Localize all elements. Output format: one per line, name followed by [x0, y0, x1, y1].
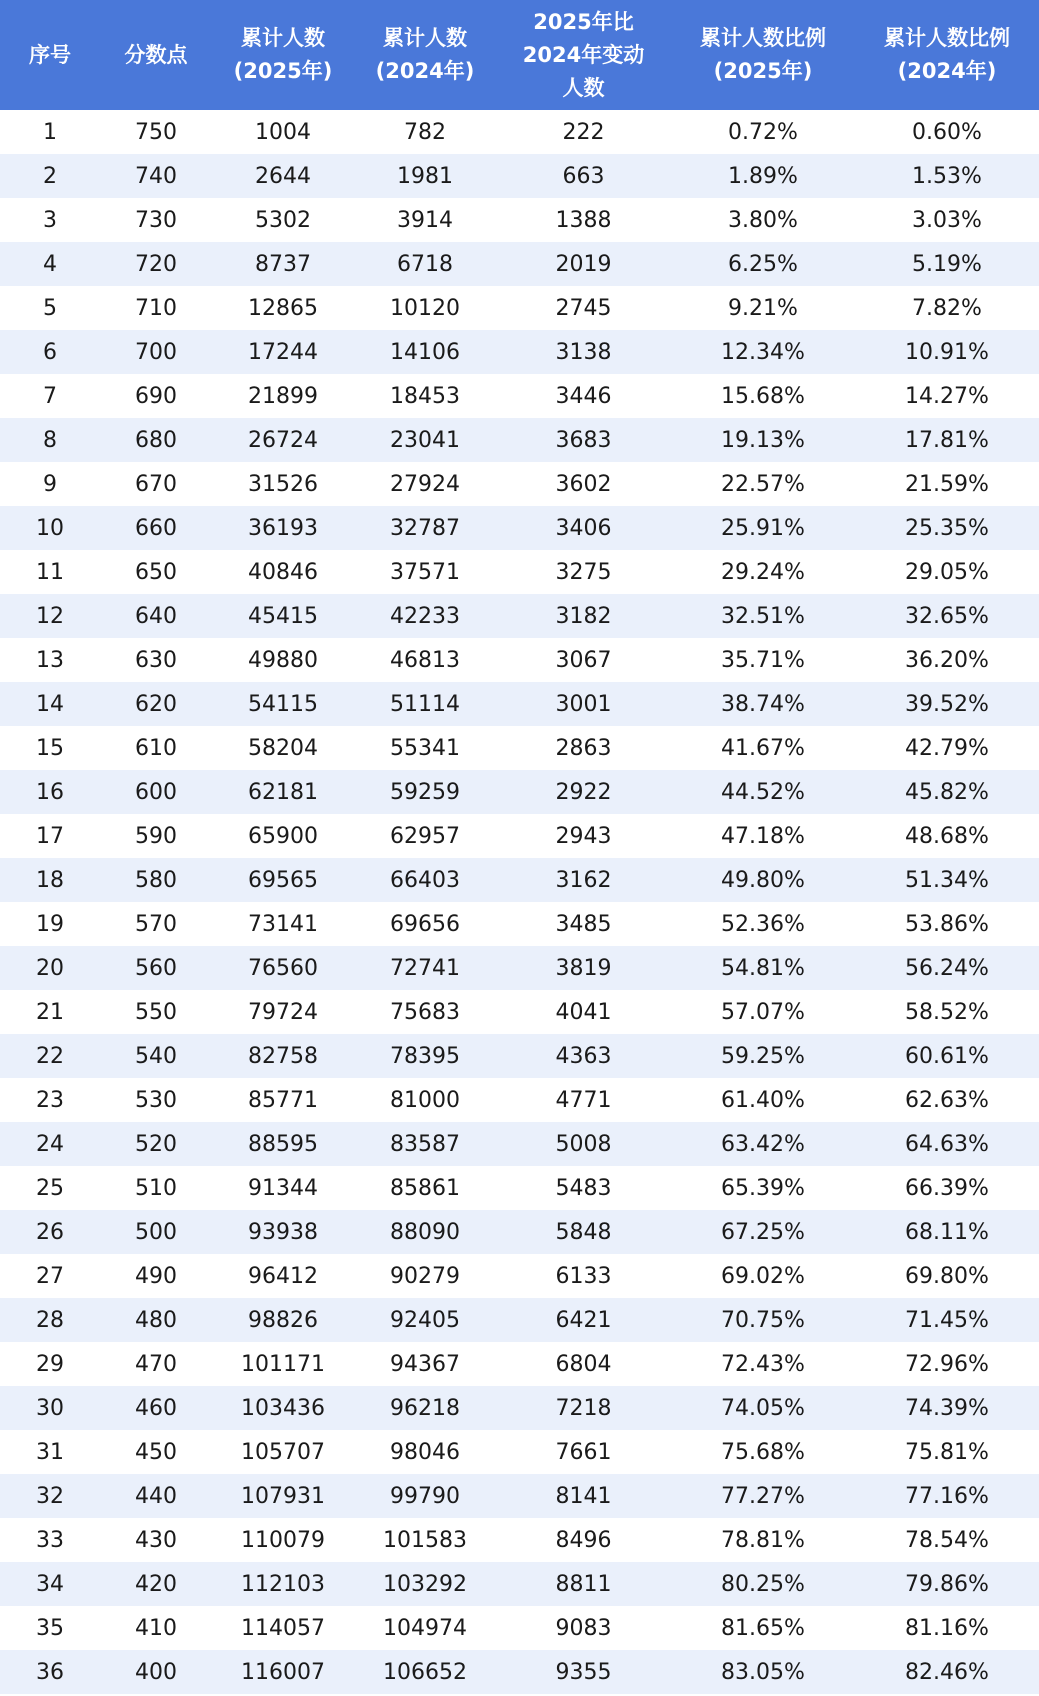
table-row: [0, 1034, 1039, 1078]
cell-index: 30: [36, 1395, 64, 1421]
cell-score: 430: [135, 1527, 177, 1553]
cell-ratio-2025: 47.18%: [721, 823, 805, 849]
cell-ratio-2024: 78.54%: [905, 1527, 989, 1553]
cell-cumulative-2025: 98826: [248, 1307, 318, 1333]
header-ratio-2024: 累计人数比例 (2024年): [884, 26, 1010, 83]
cell-change: 6421: [555, 1307, 612, 1333]
cell-ratio-2025: 12.34%: [721, 339, 805, 365]
cell-cumulative-2024: 42233: [390, 603, 460, 629]
cell-score: 470: [135, 1351, 177, 1377]
cell-index: 12: [36, 603, 64, 629]
cell-index: 5: [43, 295, 57, 321]
cell-change: 6804: [555, 1351, 612, 1377]
table-row: [0, 286, 1039, 330]
table-row: [0, 1342, 1039, 1386]
cell-cumulative-2024: 51114: [390, 691, 460, 717]
table-row: [0, 1254, 1039, 1298]
cell-ratio-2025: 0.72%: [728, 119, 798, 145]
table-row: [0, 330, 1039, 374]
table-row: [0, 1430, 1039, 1474]
cell-change: 6133: [555, 1263, 612, 1289]
table-row: [0, 550, 1039, 594]
table-row: [0, 1122, 1039, 1166]
cell-cumulative-2025: 79724: [248, 999, 318, 1025]
cell-score: 540: [135, 1043, 177, 1069]
cell-cumulative-2024: 10120: [390, 295, 460, 321]
cell-index: 35: [36, 1615, 64, 1641]
cell-index: 16: [36, 779, 64, 805]
cell-ratio-2024: 77.16%: [905, 1483, 989, 1509]
table-row: [0, 682, 1039, 726]
cell-change: 8496: [555, 1527, 612, 1553]
cell-index: 14: [36, 691, 64, 717]
cell-ratio-2025: 57.07%: [721, 999, 805, 1025]
cell-cumulative-2024: 66403: [390, 867, 460, 893]
cell-ratio-2025: 77.27%: [721, 1483, 805, 1509]
cell-score: 610: [135, 735, 177, 761]
cell-ratio-2024: 29.05%: [905, 559, 989, 585]
cell-index: 10: [36, 515, 64, 541]
cell-cumulative-2024: 85861: [390, 1175, 460, 1201]
cell-ratio-2024: 60.61%: [905, 1043, 989, 1069]
table-row: [0, 462, 1039, 506]
cell-index: 7: [43, 383, 57, 409]
cell-index: 6: [43, 339, 57, 365]
table-row: [0, 198, 1039, 242]
cell-change: 7661: [555, 1439, 612, 1465]
cell-change: 8141: [555, 1483, 612, 1509]
cell-index: 19: [36, 911, 64, 937]
cell-ratio-2024: 74.39%: [905, 1395, 989, 1421]
cell-score: 500: [135, 1219, 177, 1245]
cell-ratio-2025: 75.68%: [721, 1439, 805, 1465]
cell-cumulative-2024: 18453: [390, 383, 460, 409]
cell-score: 570: [135, 911, 177, 937]
cell-index: 13: [36, 647, 64, 673]
cell-cumulative-2025: 36193: [248, 515, 318, 541]
cell-change: 663: [562, 163, 605, 189]
cell-ratio-2025: 59.25%: [721, 1043, 805, 1069]
table-row: [0, 1562, 1039, 1606]
cell-cumulative-2024: 106652: [383, 1659, 467, 1685]
cell-ratio-2025: 35.71%: [721, 647, 805, 673]
cell-cumulative-2024: 782: [404, 119, 446, 145]
cell-change: 3819: [555, 955, 612, 981]
table-row: [0, 1386, 1039, 1430]
cell-ratio-2025: 3.80%: [728, 207, 798, 233]
cell-ratio-2024: 1.53%: [912, 163, 982, 189]
cell-score: 530: [135, 1087, 177, 1113]
cell-score: 590: [135, 823, 177, 849]
cell-ratio-2024: 82.46%: [905, 1659, 989, 1685]
cell-ratio-2024: 68.11%: [905, 1219, 989, 1245]
cell-ratio-2024: 64.63%: [905, 1131, 989, 1157]
table-row: [0, 990, 1039, 1034]
cell-ratio-2025: 80.25%: [721, 1571, 805, 1597]
cell-change: 1388: [555, 207, 612, 233]
table-row: [0, 1606, 1039, 1650]
cell-ratio-2025: 41.67%: [721, 735, 805, 761]
cell-ratio-2025: 44.52%: [721, 779, 805, 805]
cell-change: 2943: [555, 823, 612, 849]
cell-ratio-2024: 62.63%: [905, 1087, 989, 1113]
cell-cumulative-2025: 116007: [241, 1659, 325, 1685]
cell-ratio-2025: 63.42%: [721, 1131, 805, 1157]
table-row: [0, 902, 1039, 946]
cell-cumulative-2025: 103436: [241, 1395, 325, 1421]
cell-ratio-2024: 51.34%: [905, 867, 989, 893]
cell-cumulative-2025: 88595: [248, 1131, 318, 1157]
cell-cumulative-2025: 105707: [241, 1439, 325, 1465]
cell-change: 3162: [555, 867, 612, 893]
cell-cumulative-2025: 76560: [248, 955, 318, 981]
cell-index: 24: [36, 1131, 64, 1157]
cell-index: 25: [36, 1175, 64, 1201]
cell-change: 2863: [555, 735, 612, 761]
cell-ratio-2025: 52.36%: [721, 911, 805, 937]
cell-change: 9355: [555, 1659, 612, 1685]
cell-ratio-2025: 74.05%: [721, 1395, 805, 1421]
cell-change: 4771: [555, 1087, 612, 1113]
header-index: 序号: [29, 42, 71, 67]
cell-change: 4363: [555, 1043, 612, 1069]
cell-index: 34: [36, 1571, 64, 1597]
cell-cumulative-2025: 2644: [255, 163, 311, 189]
cell-score: 690: [135, 383, 177, 409]
cell-ratio-2024: 69.80%: [905, 1263, 989, 1289]
cell-cumulative-2025: 110079: [241, 1527, 325, 1553]
cell-cumulative-2025: 91344: [248, 1175, 318, 1201]
cell-index: 11: [36, 559, 64, 585]
cell-index: 33: [36, 1527, 64, 1553]
cell-ratio-2025: 25.91%: [721, 515, 805, 541]
cell-ratio-2024: 48.68%: [905, 823, 989, 849]
cell-change: 3406: [555, 515, 612, 541]
cell-ratio-2024: 39.52%: [905, 691, 989, 717]
cell-cumulative-2024: 88090: [390, 1219, 460, 1245]
cell-score: 680: [135, 427, 177, 453]
cell-cumulative-2024: 81000: [390, 1087, 460, 1113]
cell-score: 620: [135, 691, 177, 717]
cell-change: 2922: [555, 779, 612, 805]
cell-ratio-2024: 32.65%: [905, 603, 989, 629]
cell-index: 23: [36, 1087, 64, 1113]
table-row: [0, 770, 1039, 814]
table-row: [0, 506, 1039, 550]
cell-ratio-2024: 81.16%: [905, 1615, 989, 1641]
table-row: [0, 110, 1039, 154]
cell-cumulative-2025: 5302: [255, 207, 311, 233]
cell-index: 4: [43, 251, 57, 277]
cell-ratio-2024: 36.20%: [905, 647, 989, 673]
cell-ratio-2025: 38.74%: [721, 691, 805, 717]
header-cumulative-2025: 累计人数 (2025年): [233, 26, 333, 83]
cell-index: 28: [36, 1307, 64, 1333]
cell-change: 3001: [555, 691, 612, 717]
table-row: [0, 154, 1039, 198]
cell-cumulative-2025: 107931: [241, 1483, 325, 1509]
cell-cumulative-2024: 62957: [390, 823, 460, 849]
cell-cumulative-2025: 101171: [241, 1351, 325, 1377]
cell-score: 670: [135, 471, 177, 497]
cell-index: 1: [43, 119, 57, 145]
table-row: [0, 946, 1039, 990]
header-change: 2025年比 2024年变动 人数: [522, 9, 645, 100]
cell-score: 720: [135, 251, 177, 277]
cell-score: 660: [135, 515, 177, 541]
cell-change: 5848: [555, 1219, 612, 1245]
cell-index: 36: [36, 1659, 64, 1685]
cell-cumulative-2024: 75683: [390, 999, 460, 1025]
header-row: [0, 0, 1039, 110]
cell-ratio-2025: 72.43%: [721, 1351, 805, 1377]
table-row: [0, 1650, 1039, 1694]
cell-ratio-2025: 19.13%: [721, 427, 805, 453]
cell-index: 22: [36, 1043, 64, 1069]
cell-index: 3: [43, 207, 57, 233]
cell-change: 222: [562, 119, 605, 145]
cell-index: 32: [36, 1483, 64, 1509]
cell-score: 410: [135, 1615, 177, 1641]
cell-change: 3138: [555, 339, 612, 365]
cell-score: 480: [135, 1307, 177, 1333]
cell-cumulative-2024: 37571: [390, 559, 460, 585]
cell-ratio-2025: 83.05%: [721, 1659, 805, 1685]
cell-change: 3446: [555, 383, 612, 409]
header-score: 分数点: [124, 42, 188, 67]
cell-cumulative-2024: 6718: [397, 251, 453, 277]
table-row: [0, 1518, 1039, 1562]
cell-cumulative-2024: 99790: [390, 1483, 460, 1509]
cell-change: 2019: [555, 251, 612, 277]
cell-score: 440: [135, 1483, 177, 1509]
cell-score: 650: [135, 559, 177, 585]
table-row: [0, 814, 1039, 858]
cell-change: 9083: [555, 1615, 612, 1641]
cell-score: 630: [135, 647, 177, 673]
cell-index: 21: [36, 999, 64, 1025]
cell-cumulative-2024: 103292: [383, 1571, 467, 1597]
cell-score: 400: [135, 1659, 177, 1685]
table-row: [0, 1298, 1039, 1342]
cell-change: 7218: [555, 1395, 612, 1421]
cell-cumulative-2025: 31526: [248, 471, 318, 497]
cell-cumulative-2025: 82758: [248, 1043, 318, 1069]
cell-ratio-2025: 65.39%: [721, 1175, 805, 1201]
cell-index: 31: [36, 1439, 64, 1465]
table-row: [0, 638, 1039, 682]
cell-change: 5008: [555, 1131, 612, 1157]
cell-ratio-2025: 70.75%: [721, 1307, 805, 1333]
table-row: [0, 1078, 1039, 1122]
cell-ratio-2025: 9.21%: [728, 295, 798, 321]
cell-ratio-2025: 22.57%: [721, 471, 805, 497]
cell-ratio-2024: 17.81%: [905, 427, 989, 453]
cell-ratio-2024: 42.79%: [905, 735, 989, 761]
cell-cumulative-2025: 93938: [248, 1219, 318, 1245]
cell-cumulative-2024: 104974: [383, 1615, 467, 1641]
cell-score: 600: [135, 779, 177, 805]
cell-cumulative-2024: 3914: [397, 207, 453, 233]
cell-ratio-2024: 10.91%: [905, 339, 989, 365]
cell-ratio-2025: 54.81%: [721, 955, 805, 981]
cell-cumulative-2025: 69565: [248, 867, 318, 893]
cell-change: 3683: [555, 427, 612, 453]
cell-ratio-2024: 45.82%: [905, 779, 989, 805]
cell-cumulative-2025: 8737: [255, 251, 311, 277]
cell-score: 550: [135, 999, 177, 1025]
cell-change: 3067: [555, 647, 612, 673]
cell-change: 3182: [555, 603, 612, 629]
cell-cumulative-2025: 40846: [248, 559, 318, 585]
cell-ratio-2024: 75.81%: [905, 1439, 989, 1465]
cell-score: 420: [135, 1571, 177, 1597]
cell-cumulative-2024: 98046: [390, 1439, 460, 1465]
cell-ratio-2025: 81.65%: [721, 1615, 805, 1641]
cell-ratio-2025: 29.24%: [721, 559, 805, 585]
cell-index: 27: [36, 1263, 64, 1289]
cell-score: 450: [135, 1439, 177, 1465]
cell-score: 510: [135, 1175, 177, 1201]
cell-cumulative-2024: 46813: [390, 647, 460, 673]
cell-cumulative-2024: 69656: [390, 911, 460, 937]
cell-cumulative-2024: 32787: [390, 515, 460, 541]
cell-ratio-2025: 69.02%: [721, 1263, 805, 1289]
cell-index: 9: [43, 471, 57, 497]
cell-change: 2745: [555, 295, 612, 321]
cell-cumulative-2024: 101583: [383, 1527, 467, 1553]
cell-cumulative-2024: 94367: [390, 1351, 460, 1377]
cell-score: 740: [135, 163, 177, 189]
cell-cumulative-2025: 85771: [248, 1087, 318, 1113]
cell-cumulative-2025: 112103: [241, 1571, 325, 1597]
cell-index: 8: [43, 427, 57, 453]
cell-score: 700: [135, 339, 177, 365]
cell-cumulative-2025: 45415: [248, 603, 318, 629]
cell-cumulative-2025: 12865: [248, 295, 318, 321]
cell-index: 18: [36, 867, 64, 893]
cell-ratio-2024: 56.24%: [905, 955, 989, 981]
cell-cumulative-2025: 54115: [248, 691, 318, 717]
cell-ratio-2024: 14.27%: [905, 383, 989, 409]
table-row: [0, 418, 1039, 462]
cell-index: 15: [36, 735, 64, 761]
cell-cumulative-2025: 17244: [248, 339, 318, 365]
cell-cumulative-2024: 14106: [390, 339, 460, 365]
cell-cumulative-2025: 26724: [248, 427, 318, 453]
cell-change: 8811: [555, 1571, 612, 1597]
header-cumulative-2024: 累计人数 (2024年): [375, 26, 475, 83]
cell-ratio-2024: 58.52%: [905, 999, 989, 1025]
cell-cumulative-2025: 96412: [248, 1263, 318, 1289]
cell-change: 4041: [555, 999, 612, 1025]
cell-index: 20: [36, 955, 64, 981]
cell-cumulative-2024: 72741: [390, 955, 460, 981]
cell-index: 17: [36, 823, 64, 849]
cell-cumulative-2024: 27924: [390, 471, 460, 497]
cell-change: 3602: [555, 471, 612, 497]
cell-cumulative-2025: 65900: [248, 823, 318, 849]
cell-cumulative-2024: 96218: [390, 1395, 460, 1421]
cell-ratio-2025: 1.89%: [728, 163, 798, 189]
cell-ratio-2025: 78.81%: [721, 1527, 805, 1553]
cell-score: 560: [135, 955, 177, 981]
table-row: [0, 594, 1039, 638]
cell-ratio-2025: 32.51%: [721, 603, 805, 629]
cell-cumulative-2025: 58204: [248, 735, 318, 761]
cell-cumulative-2025: 62181: [248, 779, 318, 805]
cell-change: 3485: [555, 911, 612, 937]
cell-cumulative-2024: 78395: [390, 1043, 460, 1069]
table-row: [0, 374, 1039, 418]
cell-ratio-2025: 61.40%: [721, 1087, 805, 1113]
cell-score: 490: [135, 1263, 177, 1289]
cell-index: 29: [36, 1351, 64, 1377]
cell-score: 640: [135, 603, 177, 629]
cell-ratio-2025: 49.80%: [721, 867, 805, 893]
cell-cumulative-2024: 23041: [390, 427, 460, 453]
cell-cumulative-2025: 49880: [248, 647, 318, 673]
cell-score: 520: [135, 1131, 177, 1157]
cell-ratio-2024: 72.96%: [905, 1351, 989, 1377]
cell-index: 26: [36, 1219, 64, 1245]
cell-ratio-2024: 71.45%: [905, 1307, 989, 1333]
cell-cumulative-2025: 73141: [248, 911, 318, 937]
cell-ratio-2024: 79.86%: [905, 1571, 989, 1597]
cell-ratio-2024: 0.60%: [912, 119, 982, 145]
table-header: [0, 0, 1039, 110]
cell-cumulative-2024: 1981: [397, 163, 453, 189]
table-row: [0, 242, 1039, 286]
cell-cumulative-2024: 92405: [390, 1307, 460, 1333]
cell-change: 5483: [555, 1175, 612, 1201]
table-body: [0, 110, 1039, 1694]
table-row: [0, 1210, 1039, 1254]
cell-ratio-2024: 25.35%: [905, 515, 989, 541]
cell-score: 580: [135, 867, 177, 893]
cell-ratio-2024: 7.82%: [912, 295, 982, 321]
cell-score: 750: [135, 119, 177, 145]
cell-ratio-2025: 15.68%: [721, 383, 805, 409]
cell-ratio-2024: 5.19%: [912, 251, 982, 277]
cell-ratio-2024: 66.39%: [905, 1175, 989, 1201]
cell-ratio-2024: 3.03%: [912, 207, 982, 233]
cell-ratio-2024: 21.59%: [905, 471, 989, 497]
cell-change: 3275: [555, 559, 612, 585]
cell-cumulative-2025: 114057: [241, 1615, 325, 1641]
cell-cumulative-2024: 55341: [390, 735, 460, 761]
cell-cumulative-2025: 21899: [248, 383, 318, 409]
cell-cumulative-2024: 90279: [390, 1263, 460, 1289]
table-row: [0, 1166, 1039, 1210]
header-ratio-2025: 累计人数比例 (2025年): [700, 26, 826, 83]
cell-ratio-2025: 67.25%: [721, 1219, 805, 1245]
table-row: [0, 858, 1039, 902]
table-row: [0, 726, 1039, 770]
cell-ratio-2024: 53.86%: [905, 911, 989, 937]
cell-score: 710: [135, 295, 177, 321]
cell-cumulative-2024: 83587: [390, 1131, 460, 1157]
cell-score: 730: [135, 207, 177, 233]
cell-ratio-2025: 6.25%: [728, 251, 798, 277]
cell-score: 460: [135, 1395, 177, 1421]
cell-cumulative-2025: 1004: [255, 119, 311, 145]
table-row: [0, 1474, 1039, 1518]
cell-cumulative-2024: 59259: [390, 779, 460, 805]
cell-index: 2: [43, 163, 57, 189]
